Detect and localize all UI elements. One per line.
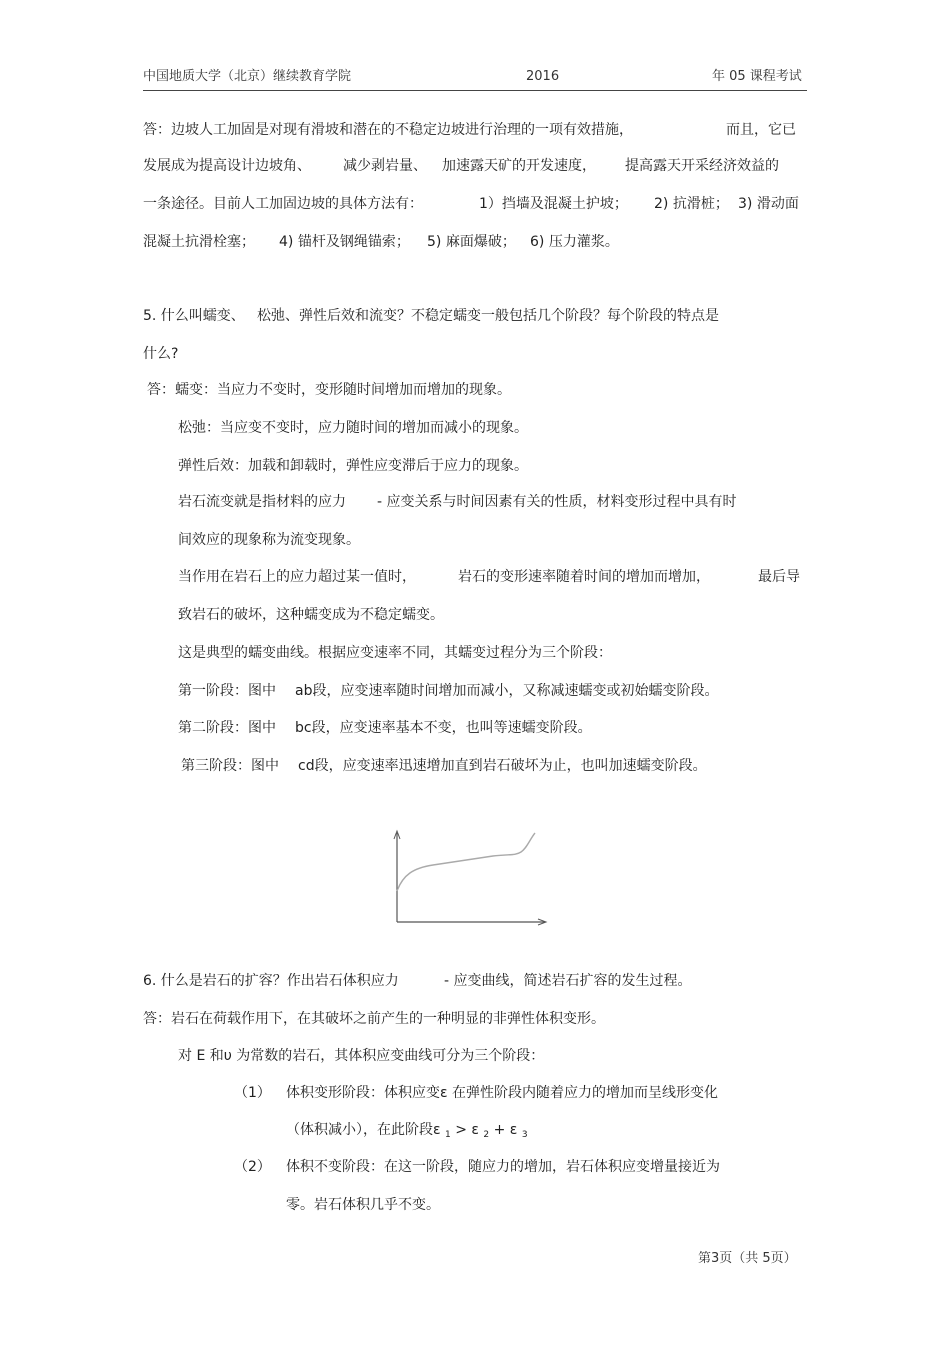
- stage3-label: 第三阶段：图中: [181, 758, 279, 774]
- q5-answer-elastic-aftereffect: 弹性后效：加载和卸载时，弹性应变滞后于应力的现象。: [178, 458, 528, 474]
- creep-curve: [397, 833, 535, 891]
- header-year: 2016: [526, 69, 560, 84]
- item2-number: （2）: [234, 1159, 271, 1175]
- q5-answer-unstable-2: 致岩石的破坏，这种蠕变成为不稳定蠕变。: [178, 607, 444, 623]
- item1-number: （1）: [234, 1085, 271, 1101]
- epsilon-subscript-2: 2: [483, 1130, 490, 1140]
- item1-line1: 体积变形阶段：体积应变ε 在弹性阶段内随着应力的增加而呈线形变化: [286, 1085, 719, 1101]
- q5-answer-relaxation: 松弛：当应变不变时，应力随时间的增加而减小的现象。: [178, 420, 528, 436]
- answer4-line2b: 减少剥岩量、: [343, 158, 427, 174]
- answer4-line4c: 5) 麻面爆破；: [427, 234, 516, 250]
- epsilon-subscript-3: 3: [521, 1130, 528, 1140]
- answer4-line4a: 混凝土抗滑栓塞；: [143, 234, 255, 250]
- q6-answer-intro: 对 E 和υ 为常数的岩石，其体积应变曲线可分为三个阶段：: [178, 1048, 545, 1064]
- header-right: 年 05 课程考试: [712, 69, 802, 84]
- answer4-line3c: 2) 抗滑桩；: [654, 196, 729, 212]
- q5-answer-rheology-1b: - 应变关系与时间因素有关的性质，材料变形过程中具有时: [377, 494, 737, 510]
- q6-question-1: 6. 什么是岩石的扩容？作出岩石体积应力: [143, 973, 399, 989]
- answer4-line1b: 而且，它已: [726, 122, 796, 138]
- item1-line2-text: （体积减小），在此阶段ε: [286, 1122, 441, 1138]
- answer4-line3b: 1）挡墙及混凝土护坡；: [479, 196, 628, 212]
- answer4-line1a: 答：边坡人工加固是对现有滑坡和潜在的不稳定边坡进行治理的一项有效措施，: [143, 122, 633, 138]
- item1-line2-plus: + ε: [493, 1122, 518, 1138]
- q5-answer-curve-intro: 这是典型的蠕变曲线。根据应变速率不同，其蠕变过程分为三个阶段：: [178, 645, 612, 661]
- item1-line2-gt: > ε: [455, 1122, 479, 1138]
- stage2-label: 第二阶段：图中: [178, 720, 276, 736]
- answer4-line2c: 加速露天矿的开发速度，: [442, 158, 596, 174]
- q5-question-2: 松弛、弹性后效和流变？不稳定蠕变一般包括几个阶段？每个阶段的特点是: [257, 308, 719, 324]
- q5-question-3: 什么?: [143, 346, 179, 362]
- q5-answer-unstable-1a: 当作用在岩石上的应力超过某一值时，: [178, 569, 416, 585]
- header-left: 中国地质大学（北京）继续教育学院: [143, 69, 352, 84]
- q5-answer-unstable-1c: 最后导: [758, 569, 800, 585]
- answer4-line3d: 3) 滑动面: [738, 196, 799, 212]
- answer4-line3a: 一条途径。目前人工加固边坡的具体方法有：: [143, 196, 423, 212]
- q5-answer-rheology-1a: 岩石流变就是指材料的应力: [178, 494, 346, 510]
- q5-answer-rheology-2: 间效应的现象称为流变现象。: [178, 532, 360, 548]
- header-rule: [143, 90, 807, 91]
- answer4-line4b: 4) 锚杆及钢绳锚索；: [279, 234, 410, 250]
- stage1-label: 第一阶段：图中: [178, 683, 276, 699]
- stage3-text: cd段，应变速率迅速增加直到岩石破坏为止，也叫加速蠕变阶段。: [298, 758, 707, 774]
- stage1-text: ab段，应变速率随时间增加而减小，又称减速蠕变或初始蠕变阶段。: [295, 683, 719, 699]
- stage2-text: bc段，应变速率基本不变，也叫等速蠕变阶段。: [295, 720, 592, 736]
- answer4-line2a: 发展成为提高设计边坡角、: [143, 158, 311, 174]
- page-footer: 第3页（共 5页）: [698, 1251, 797, 1266]
- answer4-line2d: 提高露天开采经济效益的: [625, 158, 779, 174]
- q5-question-1: 5. 什么叫蠕变、: [143, 308, 245, 324]
- q6-question-2: - 应变曲线，简述岩石扩容的发生过程。: [444, 973, 692, 989]
- answer4-line4d: 6) 压力灌浆。: [530, 234, 619, 250]
- item2-line2: 零。岩石体积几乎不变。: [286, 1197, 440, 1213]
- epsilon-subscript-1: 1: [445, 1130, 451, 1140]
- creep-curve-figure: [385, 825, 555, 930]
- q6-answer-definition: 答：岩石在荷载作用下，在其破坏之前产生的一种明显的非弹性体积变形。: [143, 1011, 605, 1027]
- item1-line2: [286, 1121, 528, 1144]
- q5-answer-unstable-1b: 岩石的变形速率随着时间的增加而增加，: [458, 569, 710, 585]
- item2-line1: 体积不变阶段：在这一阶段，随应力的增加，岩石体积应变增量接近为: [286, 1159, 720, 1175]
- q5-answer-creep: 答：蠕变：当应力不变时，变形随时间增加而增加的现象。: [147, 382, 511, 398]
